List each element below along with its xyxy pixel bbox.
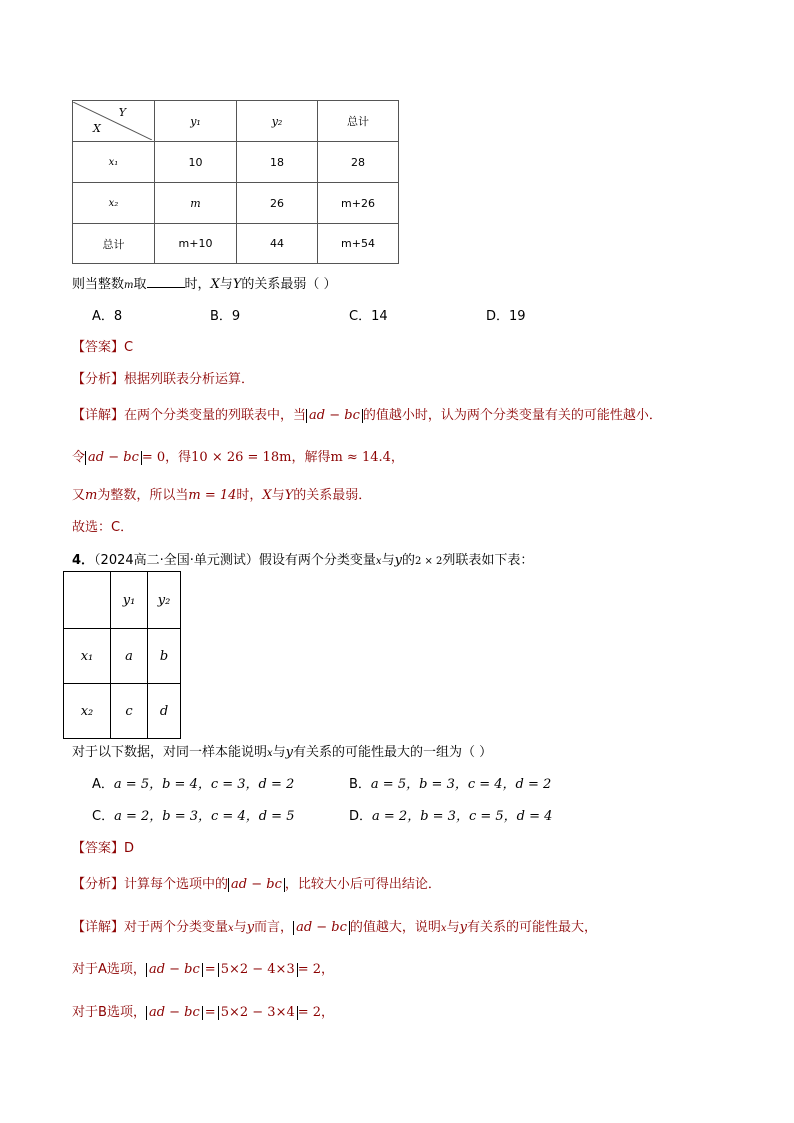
cell: 28: [318, 142, 399, 183]
table-row: [73, 183, 399, 224]
blank-line: [147, 287, 185, 288]
row-label: 总计: [73, 224, 155, 264]
cell: 44: [237, 224, 318, 264]
table-row: [64, 629, 181, 684]
cell: a: [111, 629, 148, 684]
cell: m+26: [318, 183, 399, 224]
q3-detail-line2: 令 ad − bc = 0，得10 × 26 = 18m，解得m ≈ 14.4，: [72, 450, 404, 465]
q3-option-d: D．19: [486, 309, 526, 324]
header-Y: Y: [118, 106, 126, 119]
cell: 18: [237, 142, 318, 183]
q3-conclusion: 故选：C．: [72, 520, 134, 535]
cell: m+54: [318, 224, 399, 264]
row-label: x₂: [64, 684, 111, 739]
q4-option-b-calc: 对于B选项， ad − bc = 5×2 − 3×4 = 2，: [72, 1005, 335, 1020]
diagonal-line: [73, 102, 152, 140]
header-y1: y₁: [111, 572, 148, 629]
q4-option-a-calc: 对于A选项， ad − bc = 5×2 − 4×3 = 2，: [72, 962, 335, 977]
q3-detail-line3: 又m为整数，所以当m = 14时，X与Y的关系最弱．: [72, 488, 372, 503]
q4-option-c: C．a = 2，b = 3，c = 4，d = 5: [92, 809, 295, 824]
q4-analysis: 【分析】计算每个选项中的 ad − bc ，比较大小后可得出结论．: [72, 877, 441, 892]
cell: c: [111, 684, 148, 739]
header-total: 总计: [318, 101, 399, 142]
cell: m: [155, 183, 237, 224]
q3-analysis: 【分析】根据列联表分析运算．: [72, 372, 255, 387]
cell: b: [148, 629, 181, 684]
cell: m+10: [155, 224, 237, 264]
table-row: [73, 224, 399, 264]
row-label: x₁: [73, 142, 155, 183]
cell: 10: [155, 142, 237, 183]
table-row: [64, 684, 181, 739]
q3-answer: 【答案】C: [72, 340, 134, 355]
table-row: [64, 572, 181, 629]
header-y2: y₂: [237, 101, 318, 142]
cell: d: [148, 684, 181, 739]
contingency-table-2: [63, 571, 181, 739]
row-label: x₁: [64, 629, 111, 684]
q4-stem: 4．（2024高二·全国·单元测试）假设有两个分类变量x与y的2 × 2列联表如下表：: [72, 553, 534, 568]
header-X: X: [93, 122, 101, 135]
q4-prompt: 对于以下数据，对同一样本能说明x与y有关系的可能性最大的一组为（ ）: [72, 745, 493, 760]
q3-option-b: B．9: [210, 309, 241, 324]
q4-answer: 【答案】D: [72, 841, 135, 856]
row-label: x₂: [73, 183, 155, 224]
q3-detail: 【详解】在两个分类变量的列联表中，当 ad − bc 的值越小时，认为两个分类变量有关的可能性越小．: [72, 408, 662, 423]
header-y1: y₁: [155, 101, 237, 142]
q4-detail: 【详解】对于两个分类变量x与y而言， ad − bc 的值越大，说明x与y有关系的可能性最大，: [72, 920, 597, 935]
q4-option-b: B．a = 5，b = 3，c = 4，d = 2: [349, 777, 552, 792]
q3-option-a: A．8: [92, 309, 123, 324]
table-row: [73, 101, 399, 142]
header-y2: y₂: [148, 572, 181, 629]
q3-option-c: C．14: [349, 309, 388, 324]
diagonal-header-cell: [73, 101, 155, 142]
q4-option-a: A．a = 5，b = 4，c = 3，d = 2: [92, 777, 295, 792]
table-row: [73, 142, 399, 183]
q3-stem: 则当整数m取 时，X与Y的关系最弱（ ）: [72, 277, 337, 292]
contingency-table-1: [72, 100, 399, 264]
empty-corner-cell: [64, 572, 111, 629]
cell: 26: [237, 183, 318, 224]
q4-option-d: D．a = 2，b = 3，c = 5，d = 4: [349, 809, 553, 824]
